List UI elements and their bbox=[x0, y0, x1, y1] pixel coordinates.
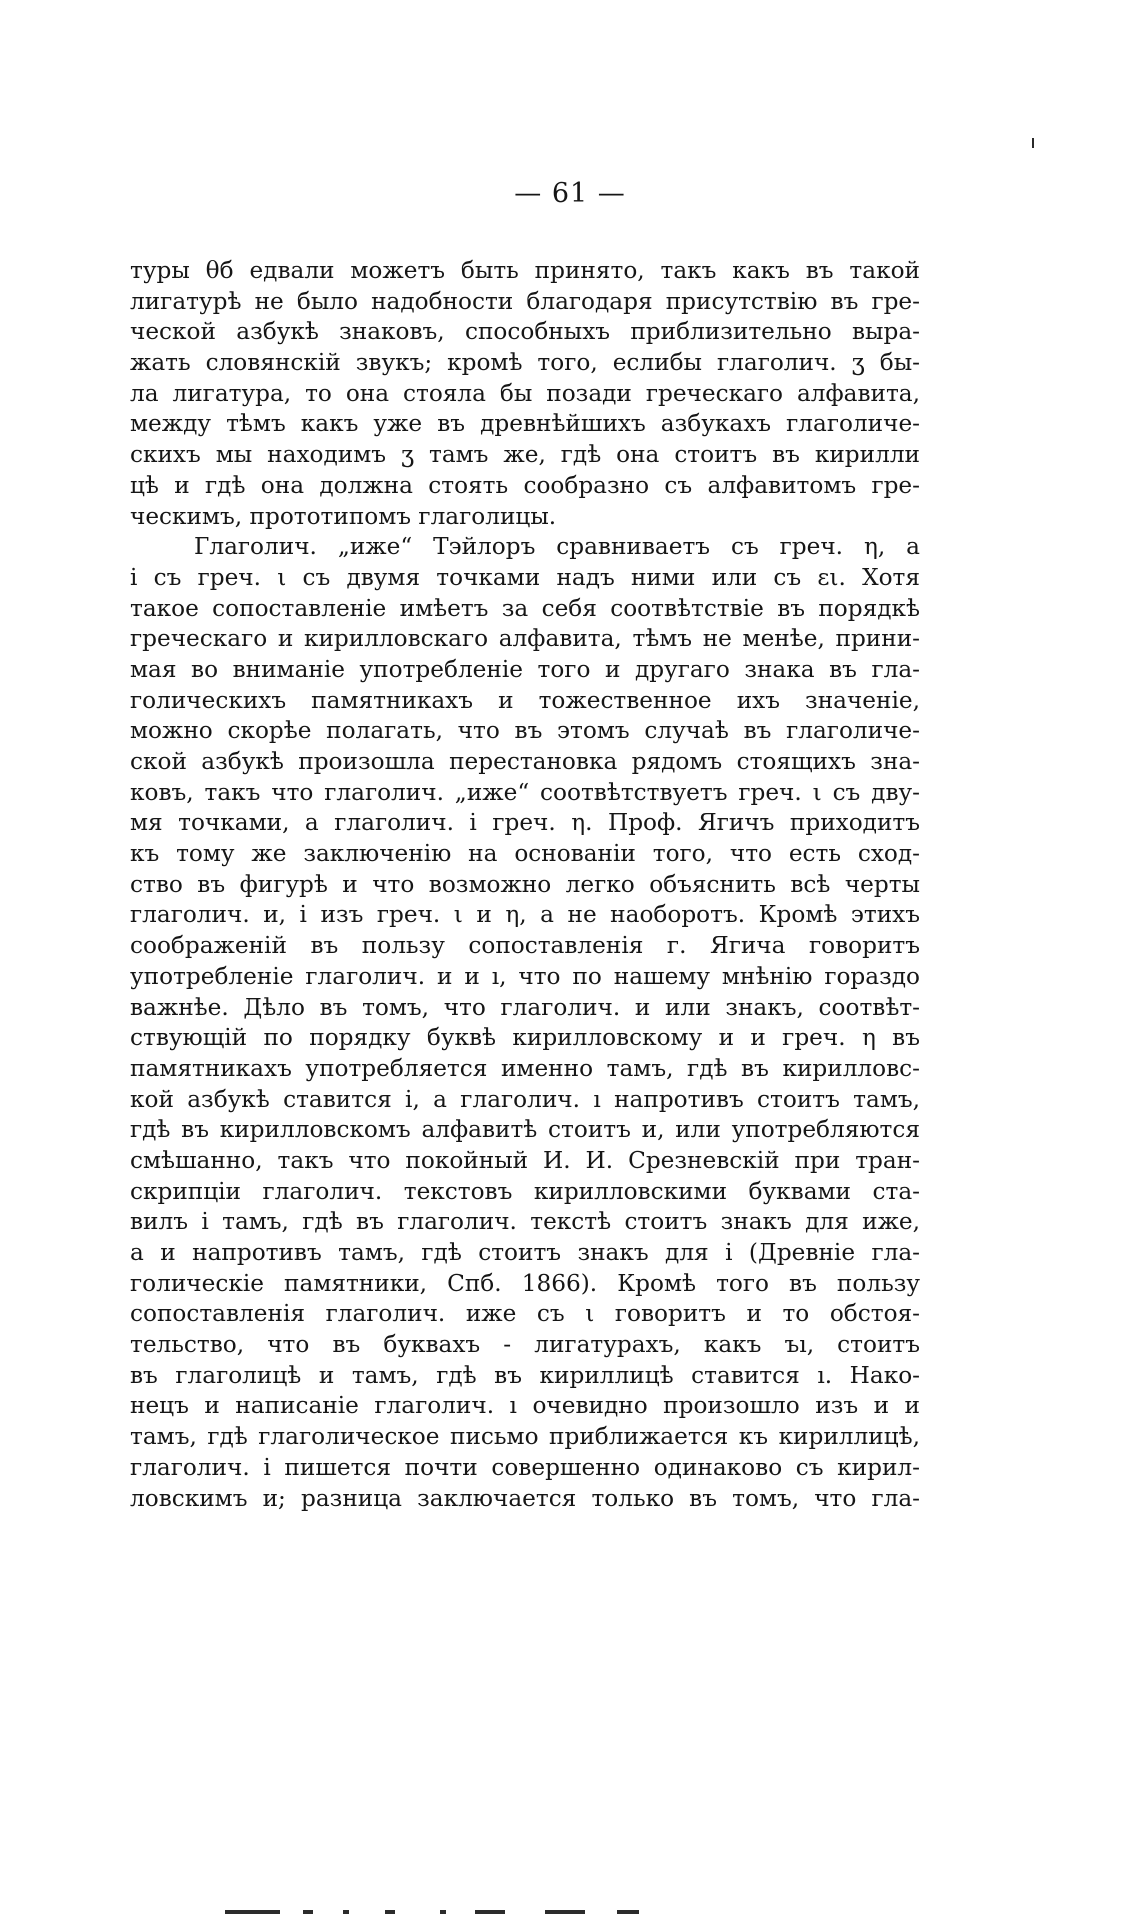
text-line: ческой азбукѣ знаковъ, способныхъ приблизительно выра- bbox=[130, 318, 920, 346]
text-line: голическіе памятники, Спб. 1866). Кромѣ того въ пользу bbox=[130, 1269, 920, 1297]
text-line: лигатурѣ не было надобности благодаря присутствію въ гре- bbox=[130, 287, 920, 315]
text-line: скрипціи глаголич. текстовъ кирилловскими буквами ста- bbox=[130, 1177, 920, 1205]
text-line: мя точками, а глаголич. і греч. η. Проф. Ягичъ приходитъ bbox=[130, 809, 920, 837]
paragraph bbox=[130, 532, 920, 1514]
text-line: соображеній въ пользу сопоставленія г. Ягича говоритъ bbox=[130, 932, 920, 960]
text-line: голическихъ памятникахъ и тожественное ихъ значеніе, bbox=[130, 686, 920, 714]
text-line: ловскимъ и; разница заключается только въ томъ, что гла- bbox=[130, 1484, 920, 1512]
text-line: жать словянскій звукъ; кромѣ того, еслибы глаголич. ʒ бы- bbox=[130, 349, 920, 377]
text-line: глаголич. і пишется почти совершенно одинаково съ кирил- bbox=[130, 1453, 920, 1481]
paragraph bbox=[130, 256, 920, 532]
text-line: а и напротивъ тамъ, гдѣ стоитъ знакъ для і (Древніе гла- bbox=[130, 1239, 920, 1266]
text-line: і съ греч. ι съ двумя точками надъ ними или съ ει. Хотя bbox=[130, 563, 920, 591]
text-line: ческимъ, прототипомъ глаголицы. bbox=[130, 502, 557, 530]
text-line: сопоставленія глаголич. иже съ ι говоритъ и то обстоя- bbox=[130, 1300, 920, 1328]
text-line: памятникахъ употребляется именно тамъ, гдѣ въ кирилловс- bbox=[130, 1054, 920, 1082]
text-line: ство въ фигурѣ и что возможно легко объяснить всѣ черты bbox=[130, 870, 920, 898]
text-line: глаголич. и, і изъ греч. ι и η, а не наоборотъ. Кромѣ этихъ bbox=[130, 901, 920, 929]
text-line: ковъ, такъ что глаголич. „иже“ соотвѣтствуетъ греч. ι съ дву- bbox=[130, 778, 920, 806]
text-line: ской азбукѣ произошла перестановка рядомъ стоящихъ зна- bbox=[130, 748, 920, 775]
text-line: ствующій по порядку буквѣ кирилловскому и и греч. η въ bbox=[130, 1024, 920, 1052]
text-line: туры θб едвали можетъ быть принято, такъ какъ въ такой bbox=[130, 257, 920, 284]
text-line: цѣ и гдѣ она должна стоять сообразно съ алфавитомъ гре- bbox=[130, 471, 920, 499]
text-line: между тѣмъ какъ уже въ древнѣйшихъ азбукахъ глаголиче- bbox=[130, 410, 920, 438]
text-line: важнѣе. Дѣло въ томъ, что глаголич. и или знакъ, соотвѣт- bbox=[130, 993, 920, 1021]
bottom-print-artifact bbox=[225, 1908, 655, 1918]
page-number: — 61 — bbox=[514, 178, 626, 209]
text-line: нецъ и написаніе глаголич. ı очевидно произошло изъ и и bbox=[130, 1392, 920, 1420]
text-line: мая во вниманіе употребленіе того и другаго знака въ гла- bbox=[130, 655, 920, 683]
text-line: вилъ і тамъ, гдѣ въ глаголич. текстѣ стоитъ знакъ для иже, bbox=[130, 1208, 920, 1236]
text-line: тамъ, гдѣ глаголическое письмо приближается къ кириллицѣ, bbox=[130, 1423, 920, 1451]
text-line: ла лигатура, то она стояла бы позади греческаго алфавита, bbox=[130, 379, 920, 407]
text-line: греческаго и кирилловскаго алфавита, тѣмъ не менѣе, прини- bbox=[130, 625, 920, 653]
text-line: употребленіе глаголич. и и ı, что по нашему мнѣнію гораздо bbox=[130, 962, 920, 990]
text-line: смѣшанно, такъ что покойный И. И. Срезневскій при тран- bbox=[130, 1146, 920, 1174]
text-line: кой азбукѣ ставится і, а глаголич. ı напротивъ стоитъ тамъ, bbox=[130, 1085, 920, 1113]
text-line: гдѣ въ кирилловскомъ алфавитѣ стоитъ и, или употребляются bbox=[130, 1116, 920, 1144]
text-line: скихъ мы находимъ ʒ тамъ же, гдѣ она стоитъ въ кирилли bbox=[130, 441, 920, 469]
body-text bbox=[130, 256, 920, 1514]
text-line: тельство, что въ буквахъ - лигатурахъ, какъ ъı, стоитъ bbox=[130, 1331, 920, 1359]
text-line: въ глаголицѣ и тамъ, гдѣ въ кириллицѣ ставится ı. Нако- bbox=[130, 1361, 920, 1389]
text-line: къ тому же заключенію на основаніи того, что есть сход- bbox=[130, 840, 920, 868]
text-line: можно скорѣе полагать, что въ этомъ случаѣ въ глаголиче- bbox=[130, 717, 920, 745]
text-line: такое сопоставленіе имѣетъ за себя соотвѣтствіе въ порядкѣ bbox=[130, 594, 920, 622]
text-line: Глаголич. „иже“ Тэйлоръ сравниваетъ съ греч. η, а bbox=[194, 533, 920, 561]
margin-mark bbox=[1032, 138, 1034, 148]
